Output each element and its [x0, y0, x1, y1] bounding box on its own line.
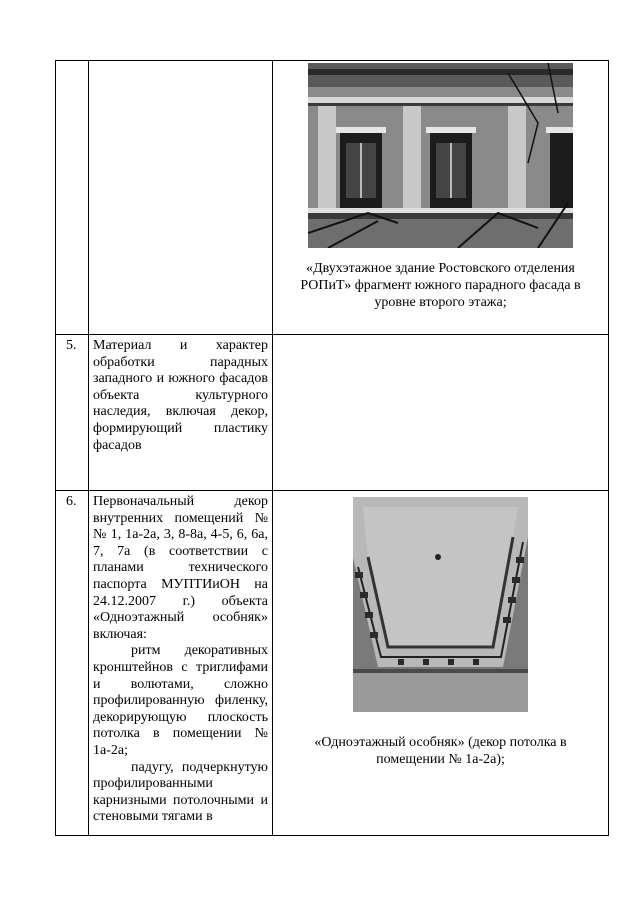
row-illustration	[273, 491, 609, 836]
row-description	[89, 335, 273, 491]
row-number	[56, 61, 89, 335]
row-number: 6.	[56, 491, 89, 836]
row-illustration	[273, 335, 609, 491]
row-description	[89, 491, 273, 836]
photo-caption: «Двухэтажное здание Ростовского отделения РОПиТ» фрагмент южного парадного фасада в уровне второго этажа;	[300, 261, 581, 310]
row-illustration	[273, 61, 609, 335]
row-number: 5.	[56, 335, 89, 491]
table-row	[56, 335, 609, 491]
monuments-table	[55, 60, 609, 836]
description-paragraph: ритм декоративных кронштейнов с триглифами и волютами, сложно профилированную филенку, декорирующую плоскость потолка в помещении № 1а-2а;	[93, 643, 268, 758]
ceiling-photo	[353, 497, 528, 712]
row-description	[89, 61, 273, 335]
facade-photo	[308, 63, 573, 248]
table-row	[56, 491, 609, 836]
table-row	[56, 61, 609, 335]
description-paragraph: падугу, подчеркнутую профилированными карнизными потолочными и стеновыми тягами в	[93, 759, 268, 825]
description-paragraph: Материал и характер обработки парадных западного и южного фасадов объекта культурного наследия, включая декор, формирующий пластику фасадов	[93, 338, 268, 453]
photo-caption: «Одноэтажный особняк» (декор потолка в помещении № 1а-2а);	[314, 735, 567, 767]
description-paragraph: Первоначальный декор внутренних помещений № № 1, 1а-2а, 3, 8-8а, 4-5, 6, 6а, 7, 7а (в соответствии с планами технического паспорта МУПТИиОН на 24.12.2007 г.) объекта «Одноэтажный особняк» включая:	[93, 494, 268, 642]
